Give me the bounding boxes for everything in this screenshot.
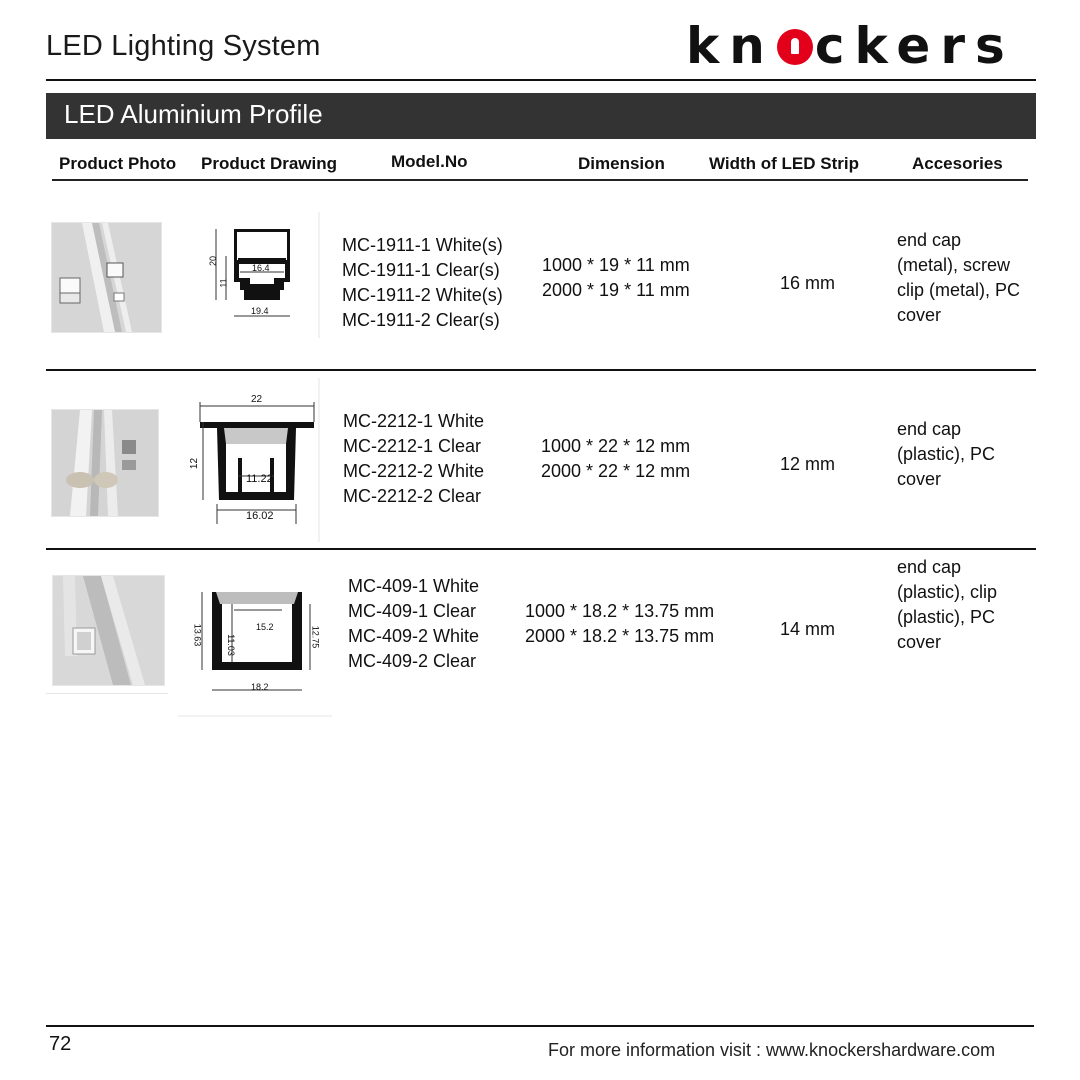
dimension-list — [542, 253, 690, 303]
brand-logo: kn ckers — [686, 17, 1015, 75]
section-title: LED Aluminium Profile — [64, 99, 323, 129]
drawing-label: 15.2 — [256, 622, 274, 632]
dimension-value: 1000 * 19 * 11 mm — [542, 255, 690, 275]
accessory-line: end cap — [897, 419, 962, 439]
model-number: MC-2212-2 Clear — [343, 486, 482, 506]
model-list — [342, 233, 503, 333]
model-number: MC-409-1 Clear — [348, 601, 477, 621]
drawing-label: 16.4 — [252, 263, 270, 273]
dimension-value: 2000 * 22 * 12 mm — [541, 461, 691, 481]
column-header-dimension: Dimension — [578, 154, 665, 173]
header-underline — [52, 179, 1028, 181]
accessories-list — [897, 228, 1020, 328]
strip-width-value: 16 mm — [780, 273, 836, 293]
dimension-value: 1000 * 18.2 * 13.75 mm — [525, 601, 715, 621]
keyhole-icon — [777, 29, 813, 65]
product-drawing — [200, 212, 320, 338]
drawing-label: 12 — [189, 457, 201, 470]
dimension-list — [541, 434, 690, 484]
accessory-line: cover — [897, 632, 942, 652]
model-number: MC-409-2 Clear — [348, 651, 477, 671]
strip-width-value: 14 mm — [780, 619, 836, 639]
drawing-label: 11.03 — [225, 634, 236, 656]
column-header-strip-width: Width of LED Strip — [709, 154, 859, 173]
drawing-label: 19.4 — [251, 306, 269, 316]
model-list — [343, 409, 484, 509]
column-header-accessories: Accesories — [912, 154, 1003, 173]
photo-border — [46, 693, 168, 694]
product-photo — [51, 222, 162, 333]
drawing-label: 20 — [208, 255, 219, 267]
dimension-value: 2000 * 19 * 11 mm — [542, 280, 690, 300]
model-number: MC-409-2 White — [348, 626, 480, 646]
drawing-label: 11 — [218, 278, 229, 288]
model-number: MC-2212-1 White — [343, 411, 485, 431]
accessory-line: (plastic), PC — [897, 444, 996, 464]
model-number: MC-2212-1 Clear — [343, 436, 482, 456]
page-title: LED Lighting System — [46, 30, 321, 62]
drawing-label: 11.22 — [246, 473, 273, 485]
product-photo — [51, 409, 159, 517]
strip-width-value: 12 mm — [780, 454, 836, 474]
model-number: MC-1911-1 Clear(s) — [342, 260, 500, 280]
dimension-list — [525, 599, 714, 649]
accessory-line: end cap — [897, 230, 962, 250]
product-photo — [52, 575, 165, 686]
drawing-label: 13.63 — [192, 623, 203, 647]
accessories-list — [897, 417, 995, 492]
model-number: MC-2212-2 White — [343, 461, 485, 481]
model-number: MC-1911-2 Clear(s) — [342, 310, 500, 330]
model-number: MC-1911-1 White(s) — [342, 235, 503, 255]
column-header-photo: Product Photo — [59, 154, 177, 173]
drawing-label: 16.02 — [246, 510, 274, 522]
dimension-value: 1000 * 22 * 12 mm — [541, 436, 691, 456]
column-header-model: Model.No — [391, 152, 468, 171]
accessory-line: cover — [897, 305, 942, 325]
model-number: MC-409-1 White — [348, 576, 480, 596]
accessory-line: (metal), screw — [897, 255, 1011, 275]
dimension-value: 2000 * 18.2 * 13.75 mm — [525, 626, 715, 646]
drawing-label: 18.2 — [251, 682, 269, 692]
accessory-line: end cap — [897, 557, 962, 577]
accessory-line: (plastic), clip — [897, 582, 998, 602]
column-header-drawing: Product Drawing — [201, 154, 338, 173]
accessories-list — [897, 555, 997, 655]
drawing-label: 22 — [251, 394, 263, 405]
drawing-label: 12.75 — [310, 625, 321, 649]
page-number: 72 — [49, 1033, 72, 1055]
header-divider — [46, 79, 1036, 81]
model-number: MC-1911-2 White(s) — [342, 285, 503, 305]
accessory-line: cover — [897, 469, 942, 489]
accessory-line: (plastic), PC — [897, 607, 996, 627]
footer-website-link[interactable]: For more information visit : www.knockershardware.com — [548, 1040, 996, 1060]
footer-divider — [46, 1025, 1034, 1027]
accessory-line: clip (metal), PC — [897, 280, 1021, 300]
model-list — [348, 574, 479, 674]
